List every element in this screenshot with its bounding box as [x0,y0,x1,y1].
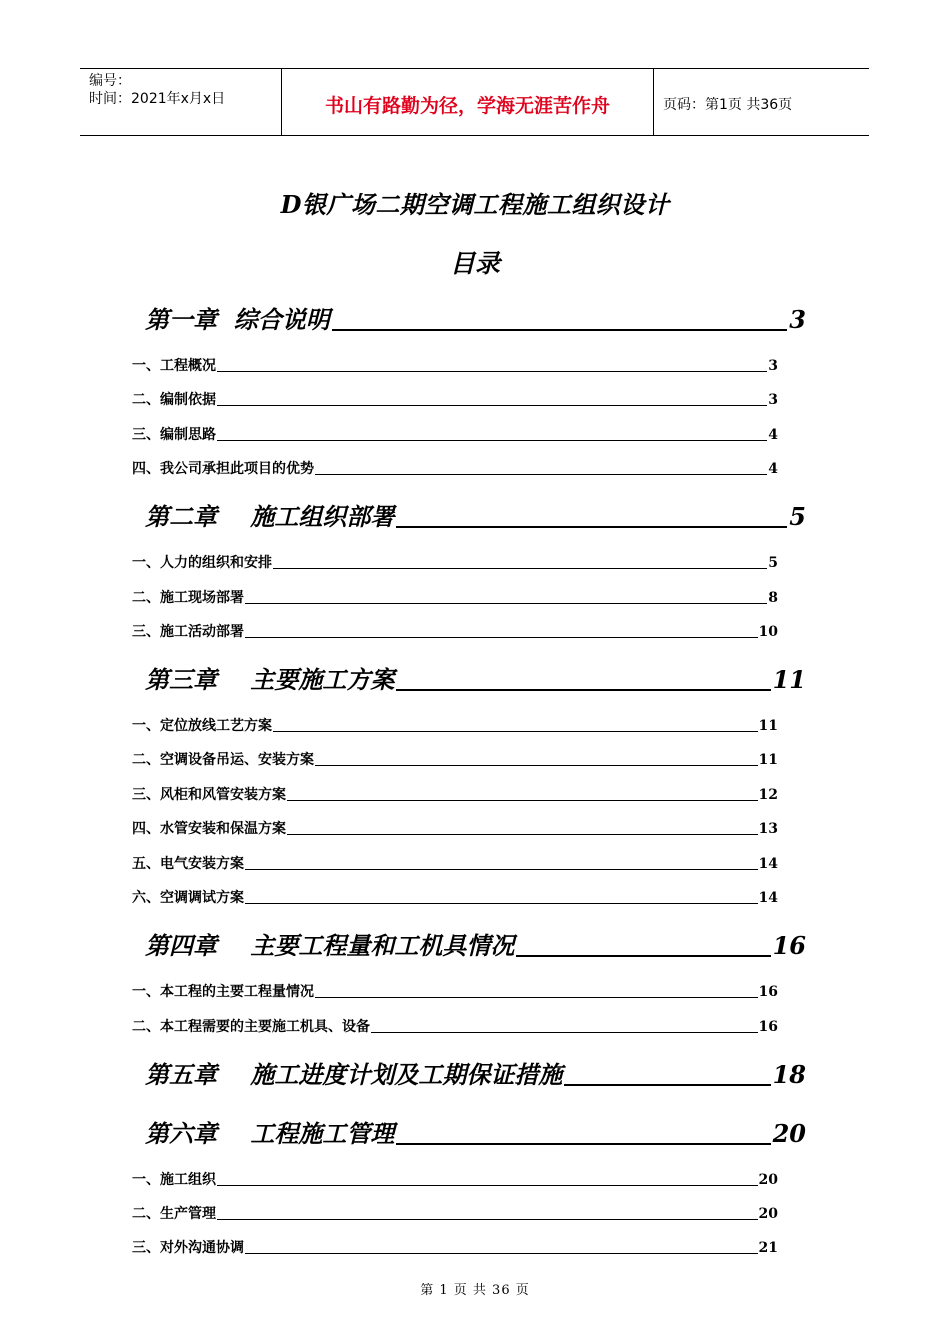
toc-chapter-1[interactable] [145,305,806,335]
toc-entry[interactable] [132,357,778,375]
toc-title: 目录 [449,249,500,278]
toc-chapter-2[interactable] [145,502,806,532]
toc-leader-line [315,996,758,998]
toc-entry-label: 二、空调设备吊运、安装方案 [132,752,314,768]
header-meta [80,69,281,135]
toc-chapter-label: 第二章 施工组织部署 [145,502,395,531]
toc-chapter-6[interactable] [145,1119,806,1149]
toc-entry-label: 二、生产管理 [132,1206,216,1222]
page-header [80,68,869,136]
toc-page-number: 14 [758,890,778,906]
toc-entry[interactable] [132,1171,778,1189]
toc-chapter-label: 第六章 工程施工管理 [145,1119,395,1148]
toc-leader-line [371,1031,758,1033]
toc-entry-label: 二、本工程需要的主要施工机具、设备 [132,1019,370,1035]
toc-page-number: 11 [758,718,778,734]
toc-entry-label: 一、人力的组织和安排 [132,555,272,571]
toc-page-number: 21 [758,1240,778,1256]
toc-chapter-label: 第一章 综合说明 [145,305,330,334]
toc-page-number: 16 [758,984,778,1000]
toc-leader-line [287,799,758,801]
toc-entry[interactable] [132,391,778,409]
toc-leader-line [245,636,758,638]
toc-entry-label: 三、对外沟通协调 [132,1240,244,1256]
toc-entry[interactable] [132,554,778,572]
toc-leader-line [396,688,770,691]
toc-entry[interactable] [132,1205,778,1223]
toc-entry-label: 二、编制依据 [132,392,216,408]
toc-page-number: 13 [758,821,778,837]
toc-chapter-3[interactable] [145,665,806,695]
toc-leader-line [217,1218,758,1220]
toc-page-number: 10 [758,624,778,640]
toc-page-number: 20 [758,1206,778,1222]
toc-entry[interactable] [132,460,778,478]
toc-leader-line [315,473,767,475]
toc-entry-label: 一、施工组织 [132,1172,216,1188]
toc-leader-line [273,567,767,569]
toc-page-number: 3 [768,392,778,408]
toc-page-number: 8 [768,590,778,606]
toc-entry[interactable] [132,855,778,873]
toc-leader-line [245,1252,758,1254]
toc-chapter-4[interactable] [145,931,806,961]
toc-page-number: 16 [772,931,806,960]
document-number: 编号： [89,73,131,89]
toc-entry-label: 四、我公司承担此项目的优势 [132,461,314,477]
toc-entry[interactable] [132,426,778,444]
toc-chapter-5[interactable] [145,1060,806,1090]
toc-entry-label: 三、编制思路 [132,427,216,443]
toc-entry[interactable] [132,1018,778,1036]
toc-page-number: 20 [758,1172,778,1188]
toc-page-number: 5 [789,502,806,531]
toc-entry-label: 一、本工程的主要工程量情况 [132,984,314,1000]
toc-entry[interactable] [132,820,778,838]
toc-page-number: 4 [768,461,778,477]
toc-entry-label: 四、水管安装和保温方案 [132,821,286,837]
toc-page-number: 11 [758,752,778,768]
toc-page-number: 16 [758,1019,778,1035]
toc-leader-line [217,370,767,372]
toc-entry[interactable] [132,623,778,641]
toc-chapter-label: 第三章 主要施工方案 [145,665,395,694]
toc-leader-line [245,902,758,904]
document-date: 时间：2021年x月x日 [89,91,226,107]
toc-entry-label: 三、施工活动部署 [132,624,244,640]
toc-leader-line [516,954,770,957]
toc-entry[interactable] [132,717,778,735]
toc-entry-label: 一、定位放线工艺方案 [132,718,272,734]
toc-entry[interactable] [132,889,778,907]
toc-entry[interactable] [132,1239,778,1257]
toc-leader-line [217,1184,758,1186]
toc-chapter-label: 第四章 主要工程量和工机具情况 [145,931,515,960]
toc-leader-line [273,730,758,732]
toc-entry[interactable] [132,983,778,1001]
toc-leader-line [245,602,767,604]
page-footer: 第 1 页 共 36 页 [420,1283,530,1298]
toc-entry-label: 一、工程概况 [132,358,216,374]
toc-leader-line [217,439,767,441]
toc-entry[interactable] [132,589,778,607]
toc-entry-label: 六、空调调试方案 [132,890,244,906]
toc-leader-line [315,764,758,766]
toc-page-number: 3 [789,305,806,334]
toc-page-number: 4 [768,427,778,443]
toc-page-number: 5 [768,555,778,571]
toc-entry-label: 二、施工现场部署 [132,590,244,606]
toc-page-number: 14 [758,856,778,872]
toc-leader-line [396,525,787,528]
toc-entry-label: 三、风柜和风管安装方案 [132,787,286,803]
toc-page-number: 3 [768,358,778,374]
toc-leader-line [332,328,788,331]
toc-leader-line [287,833,758,835]
toc-leader-line [396,1142,770,1145]
toc-leader-line [245,868,758,870]
document-title: D银广场二期空调工程施工组织设计 [280,190,670,219]
toc-page-number: 12 [758,787,778,803]
toc-leader-line [217,404,767,406]
header-motto: 书山有路勤为径，学海无涯苦作舟 [281,69,654,135]
toc-entry[interactable] [132,786,778,804]
toc-entry-label: 五、电气安装方案 [132,856,244,872]
toc-chapter-label: 第五章 施工进度计划及工期保证措施 [145,1060,563,1089]
toc-page-number: 11 [772,665,806,694]
toc-page-number: 18 [772,1060,806,1089]
toc-page-number: 20 [772,1119,806,1148]
toc-leader-line [564,1083,770,1086]
toc-entry[interactable] [132,751,778,769]
header-page-info: 页码：第1页 共36页 [663,97,793,113]
